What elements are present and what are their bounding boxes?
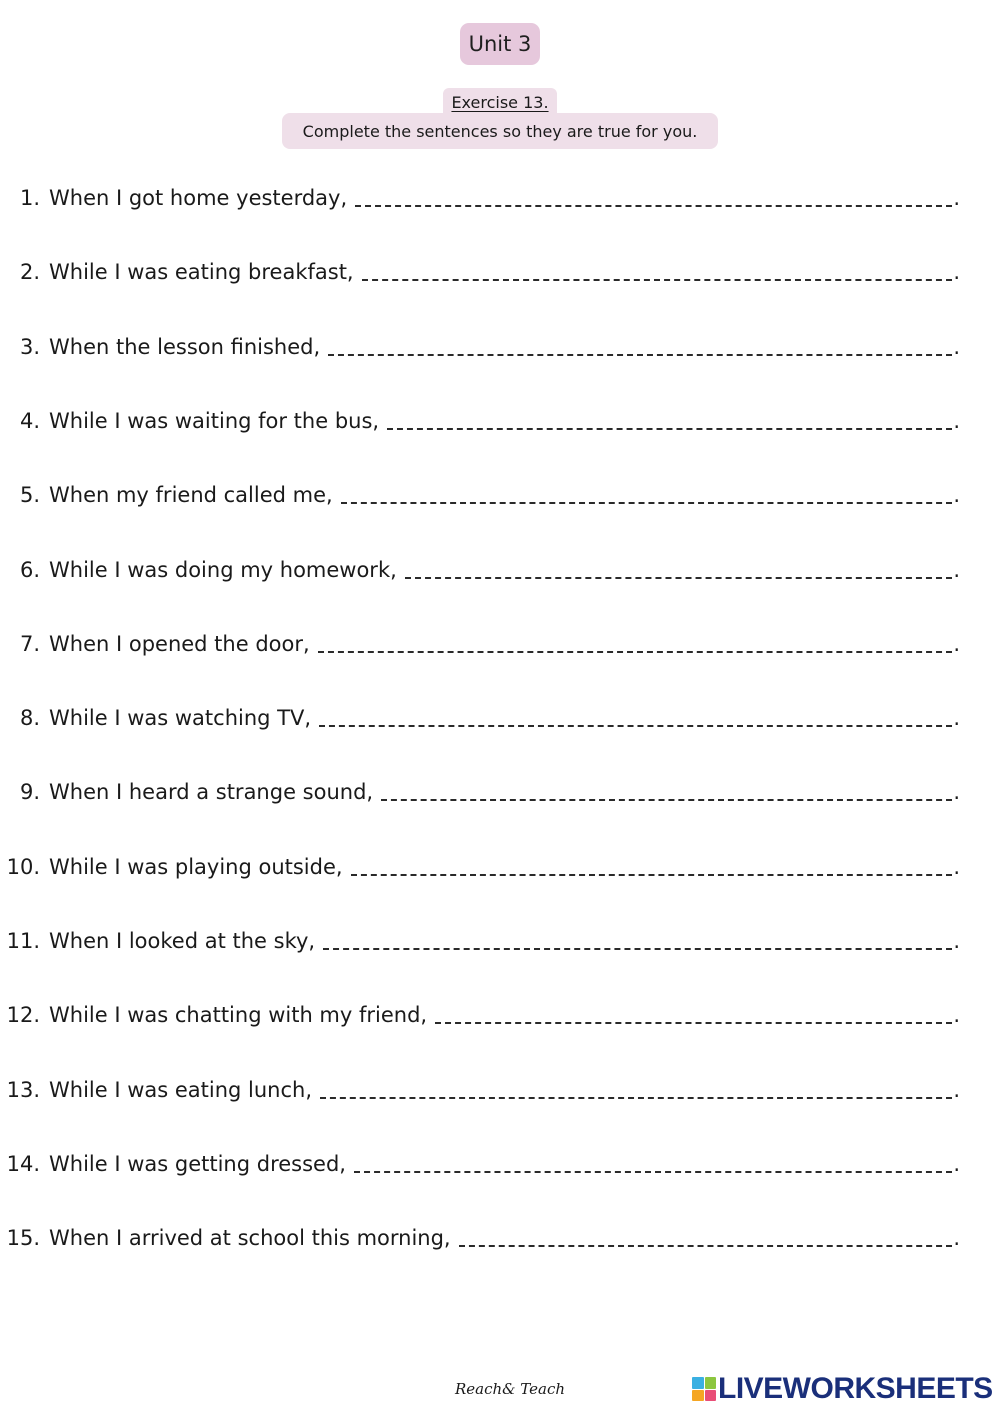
sentence-prompt: While I was eating lunch,	[49, 1078, 313, 1102]
sentence-prompt: While I was doing my homework,	[49, 558, 397, 582]
sentence-end-period: .	[953, 632, 960, 656]
sentence-item	[0, 774, 960, 804]
unit-label: Unit 3	[468, 32, 532, 56]
sentence-end-period: .	[953, 1003, 960, 1027]
answer-blank[interactable]	[320, 1097, 952, 1099]
sentence-end-period: .	[953, 186, 960, 210]
sentence-end-period: .	[953, 1226, 960, 1250]
brand-text: Reach& Teach	[455, 1380, 566, 1398]
answer-blank[interactable]	[387, 428, 952, 430]
sentence-item	[0, 552, 960, 582]
sentence-end-period: .	[953, 706, 960, 730]
answer-blank[interactable]	[459, 1245, 953, 1247]
item-number: 5.	[19, 483, 40, 507]
sentence-item	[0, 180, 960, 210]
sentence-end-period: .	[953, 1078, 960, 1102]
sentence-prompt: When I arrived at school this morning,	[49, 1226, 451, 1250]
sentence-prompt: While I was playing outside,	[49, 855, 343, 879]
logo-square-1	[692, 1377, 704, 1389]
answer-blank[interactable]	[435, 1022, 952, 1024]
sentence-item	[0, 254, 960, 284]
sentence-prompt: While I was getting dressed,	[49, 1152, 346, 1176]
item-number: 8.	[19, 706, 40, 730]
sentence-prompt: While I was watching TV,	[49, 706, 312, 730]
item-number: 10.	[6, 855, 40, 879]
liveworksheets-logo-text: LIVEWORKSHEETS	[718, 1372, 993, 1405]
item-number: 7.	[19, 632, 40, 656]
item-number: 15.	[6, 1226, 40, 1250]
item-number: 6.	[19, 558, 40, 582]
item-number: 11.	[6, 929, 40, 953]
answer-blank[interactable]	[354, 1171, 952, 1173]
sentence-prompt: When I heard a strange sound,	[49, 780, 374, 804]
sentence-prompt: While I was eating breakfast,	[49, 260, 354, 284]
answer-blank[interactable]	[351, 874, 953, 876]
sentence-prompt: When I got home yesterday,	[49, 186, 348, 210]
item-number: 1.	[19, 186, 40, 210]
item-number: 13.	[6, 1078, 40, 1102]
sentence-item	[0, 849, 960, 879]
sentence-item	[0, 1146, 960, 1176]
sentence-item	[0, 997, 960, 1027]
logo-square-2	[705, 1377, 717, 1389]
sentence-prompt: While I was chatting with my friend,	[49, 1003, 428, 1027]
sentence-end-period: .	[953, 260, 960, 284]
answer-blank[interactable]	[318, 651, 953, 653]
instruction-text: Complete the sentences so they are true for you.	[302, 121, 698, 141]
sentence-end-period: .	[953, 409, 960, 433]
sentence-prompt: When the lesson finished,	[49, 335, 321, 359]
sentence-item	[0, 403, 960, 433]
sentence-prompt: When I looked at the sky,	[49, 929, 316, 953]
sentence-item	[0, 626, 960, 656]
sentence-item	[0, 1220, 960, 1250]
answer-blank[interactable]	[381, 799, 952, 801]
sentence-prompt: While I was waiting for the bus,	[49, 409, 380, 433]
liveworksheets-logo[interactable]	[692, 1372, 993, 1406]
item-number: 4.	[19, 409, 40, 433]
liveworksheets-logo-icon	[692, 1377, 716, 1401]
reach-teach-logo	[455, 1380, 565, 1398]
sentence-end-period: .	[953, 483, 960, 507]
exercise-label-tab	[443, 88, 557, 116]
sentence-item	[0, 923, 960, 953]
sentence-end-period: .	[953, 558, 960, 582]
sentence-end-period: .	[953, 335, 960, 359]
sentence-end-period: .	[953, 1152, 960, 1176]
answer-blank[interactable]	[319, 725, 952, 727]
sentence-item	[0, 700, 960, 730]
item-number: 9.	[19, 780, 40, 804]
answer-blank[interactable]	[355, 205, 952, 207]
answer-blank[interactable]	[328, 354, 952, 356]
sentence-prompt: When my friend called me,	[49, 483, 333, 507]
item-number: 3.	[19, 335, 40, 359]
exercise-label: Exercise 13.	[451, 92, 549, 112]
sentence-end-period: .	[953, 780, 960, 804]
item-number: 12.	[6, 1003, 40, 1027]
answer-blank[interactable]	[362, 279, 953, 281]
unit-badge	[460, 23, 540, 65]
item-number: 2.	[19, 260, 40, 284]
sentence-prompt: When I opened the door,	[49, 632, 310, 656]
item-number: 14.	[6, 1152, 40, 1176]
sentence-item	[0, 1072, 960, 1102]
answer-blank[interactable]	[405, 577, 953, 579]
sentence-end-period: .	[953, 929, 960, 953]
sentence-item	[0, 329, 960, 359]
logo-square-3	[692, 1390, 704, 1402]
sentence-item	[0, 477, 960, 507]
instruction-box	[282, 113, 718, 149]
logo-square-4	[705, 1390, 717, 1402]
answer-blank[interactable]	[323, 948, 952, 950]
answer-blank[interactable]	[341, 502, 953, 504]
sentence-end-period: .	[953, 855, 960, 879]
